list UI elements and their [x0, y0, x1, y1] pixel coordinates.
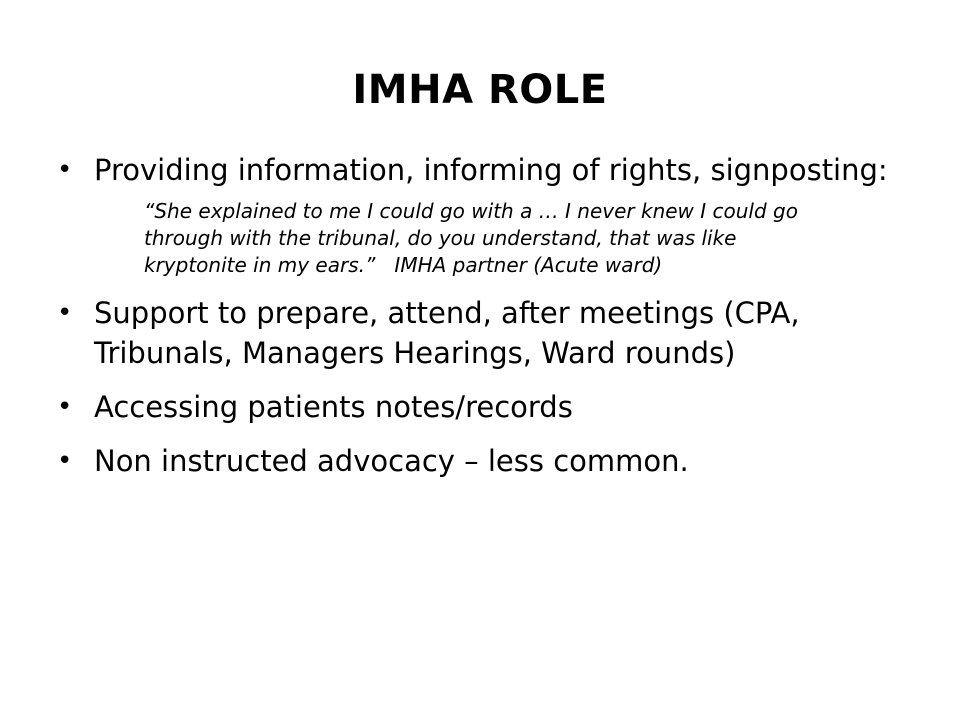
bullet-list: [56, 150, 916, 481]
bullet-text: Non instructed advocacy – less common.: [94, 444, 689, 478]
bullet-item-advocacy: [56, 441, 916, 481]
quote-text: “She explained to me I could go with a … I never knew I could go through with the tribunal, do you understand, that was like kryptonite in my ears.”: [144, 199, 798, 277]
bullet-icon: •: [57, 155, 73, 185]
bullet-text: Accessing patients notes/records: [94, 390, 573, 424]
bullet-icon: •: [57, 446, 73, 476]
quote-attribution: IMHA partner (Acute ward): [394, 253, 663, 277]
bullet-item-records: [56, 387, 916, 427]
bullet-text: Support to prepare, attend, after meetings (CPA, Tribunals, Managers Hearings, Ward rounds): [94, 296, 800, 370]
bullet-item-rights: [56, 150, 916, 279]
quote-block: [94, 198, 844, 279]
bullet-item-support: [56, 293, 916, 373]
bullet-icon: •: [57, 392, 73, 422]
bullet-icon: •: [57, 298, 73, 328]
slide-title: IMHA ROLE: [352, 67, 608, 113]
bullet-text: Providing information, informing of rights, signposting:: [94, 153, 888, 187]
